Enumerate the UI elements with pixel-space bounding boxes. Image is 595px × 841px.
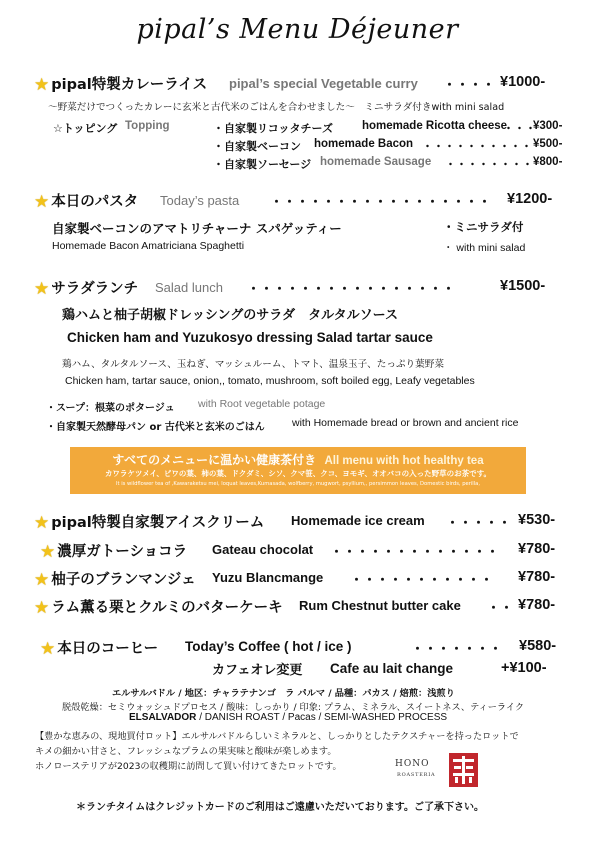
coffee-note-1: 【豊かな恵みの、現地買付ロット】エルサルバドルらしいミネラルと、しっかりとしたテクスチャーを持ったロットで [35,731,519,742]
dessert-3-en: Yuzu Blancmange [212,570,324,585]
salad-bread-jp: ・自家製天然酵母パン or 古代米と玄米のごはん [46,422,265,433]
salad-price: ¥1500- [500,278,546,294]
pasta-side-jp: ・ミニサラダ付 [443,220,524,234]
salad-heading [34,277,138,299]
salad-leader: ・・・・・・・・・・・・・・・・ [247,282,456,297]
dessert-2-jp: 濃厚ガトーショコラ [57,544,188,560]
dessert-3-leader: ・・・・・・・・・・・ [350,573,494,588]
curry-leader: ・・・・ [443,78,496,93]
coffee-origin: ELSALVADOR [129,712,197,723]
dessert-4-jp: ラム薫る栗とクルミのバターケーキ [51,600,283,616]
coffee-info-2: 脱殻乾燥：セミウォッシュドプロセス / 酸味：しっかり / 印象: プラム、ミネラル、スイートネス、ティーライク [62,702,525,713]
dessert-2-leader: ・・・・・・・・・・・・・ [330,545,500,560]
coffee-name-en: Today’s Coffee ( hot / ice ) [185,639,352,654]
dessert-2-en: Gateau chocolat [212,542,314,557]
tea-banner [70,447,526,494]
topping-2-jp: ・自家製ベーコン [213,140,301,153]
topping-label-en: Topping [125,120,170,132]
dessert-3-price: ¥780- [518,569,556,585]
pasta-price: ¥1200- [507,191,553,207]
pasta-leader: ・・・・・・・・・・・・・・・・・ [270,195,492,210]
salad-soup-jp: ・スープ：根菜のポタージュ [46,403,175,414]
coffee-change-en: Cafe au lait change [330,661,454,676]
salad-soup-en: with Root vegetable potage [198,398,326,410]
pasta-dish-en: Homemade Bacon Amatriciana Spaghetti [52,240,245,252]
roaster-mark-icon [449,753,478,787]
tea-main-jp: すべてのメニューに温かい健康茶付き [112,453,317,467]
page-title: pipal’s Menu Déjeuner [136,14,459,45]
coffee-info-3 [129,712,447,723]
star-icon: ★ [34,598,50,618]
coffee-profile: / DANISH ROAST / Pacas / SEMI-WASHED PROCESS [196,712,448,723]
star-icon: ★ [34,570,50,590]
coffee-change-price: +¥100- [501,660,547,676]
topping-1-leader: ・・・ [503,122,536,135]
tea-banner-main [70,451,526,468]
topping-1-en: homemade Ricotta cheese [362,120,508,132]
curry-name-jp: pipal特製カレーライス [51,77,208,93]
roaster-logo-icon [449,753,478,787]
tea-ingredients-jp: カワラケツメイ、ビワの葉、柿の葉、ドクダミ、シソ、クマ笹、クコ、ヨモギ、オオバコの入った野草のお茶です。 [104,469,492,478]
salad-dish-jp: 鶏ハムと柚子胡椒ドレッシングのサラダ タルタルソース [62,308,398,323]
dessert-1-jp: pipal特製自家製アイスクリーム [51,515,265,531]
dessert-4-leader: ・・ [487,601,514,616]
curry-price: ¥1000- [500,74,546,90]
salad-ingredients-jp: 鶏ハム、タルタルソース、玉ねぎ、マッシュルーム、トマト、温泉玉子、たっぷり葉野菜 [62,359,444,370]
pasta-side-en: ・ with mini salad [443,242,526,254]
topping-2-price: ¥500- [533,138,563,150]
tea-ingredients-en: It is wildflower tea of ,Kawaraketsu mei, loquat leaves,Kumasada, wolfberry, mugwort, psyllium,, persimmon leaves, Domestic birds, perilla, [115,481,480,487]
coffee-heading [40,637,158,659]
curry-description: ～野菜だけでつくったカレーに玄米と古代米のごはんを合わせました～ ミニサラダ付きwith mini salad [48,102,505,113]
dessert-4-en: Rum Chestnut butter cake [299,598,461,613]
dessert-1-leader: ・・・・・ [446,516,512,531]
star-icon: ★ [34,75,50,95]
tea-main-en: All menu with hot healthy tea [324,455,484,467]
topping-3-price: ¥800- [533,156,563,168]
topping-3-jp: ・自家製ソーセージ [213,158,312,171]
coffee-price: ¥580- [519,638,557,654]
dessert-2-heading [40,540,187,562]
dessert-2-price: ¥780- [518,541,556,557]
dessert-1-en: Homemade ice cream [291,513,425,528]
curry-heading [34,73,207,95]
coffee-note-3: ホノローステリアが2023の収穫期に訪問して買い付けてきたロットです。 [35,761,342,772]
topping-2-en: homemade Bacon [314,138,414,150]
salad-bread-en: with Homemade bread or brown and ancient rice [292,417,519,429]
topping-1-price: ¥300- [533,120,563,132]
dessert-4-heading [34,596,283,618]
star-icon: ★ [34,279,50,299]
dessert-4-price: ¥780- [518,597,556,613]
star-icon: ★ [40,639,56,659]
dessert-1-price: ¥530- [518,512,556,528]
pasta-heading [34,190,138,212]
coffee-note-2: キメの細かい甘さと、フレッシュなプラムの果実味と酸味が楽しめます。 [35,746,337,757]
salad-name-en: Salad lunch [155,280,223,295]
coffee-leader: ・・・・・・・ [411,642,503,657]
dessert-3-jp: 柚子のブランマンジェ [51,572,196,588]
topping-2-leader: ・・・・・・・・・・ [422,140,532,153]
topping-3-leader: ・・・・・・・・ [445,158,533,171]
roaster-logo-sub: ROASTERIA [397,772,436,778]
star-icon: ★ [34,513,50,533]
coffee-change-jp: カフェオレ変更 [212,663,303,678]
dessert-1-heading [34,511,264,533]
topping-label-jp: ☆トッピング [53,122,118,135]
salad-dish-en: Chicken ham and Yuzukosyo dressing Salad tartar sauce [67,330,433,345]
dessert-3-heading [34,568,196,590]
pasta-name-en: Today’s pasta [160,193,240,208]
topping-1-jp: ・自家製リコッタチーズ [213,122,334,135]
salad-ingredients-en: Chicken ham, tartar sauce, onion,, tomato, mushroom, soft boiled egg, Leafy vegetables [65,375,475,387]
roaster-logo-name: HONO [395,759,430,769]
coffee-info-1: エルサルバドル / 地区：チャラテナンゴ ラ パルマ / 品種：パカス / 焙煎：浅煎り [112,688,455,699]
pasta-dish-jp: 自家製ベーコンのアマトリチャーナ スパゲッティー [52,221,342,236]
curry-name-en: pipal’s special Vegetable curry [229,76,418,91]
footer-notice: ＊ランチタイムはクレジットカードのご利用はご遠慮いただいております。ご了承下さい。 [76,802,484,813]
coffee-name-jp: 本日のコーヒー [57,641,159,657]
salad-name-jp: サラダランチ [51,281,139,297]
pasta-name-jp: 本日のパスタ [51,194,139,210]
star-icon: ★ [34,192,50,212]
star-icon: ★ [40,542,56,562]
topping-3-en: homemade Sausage [320,156,432,168]
